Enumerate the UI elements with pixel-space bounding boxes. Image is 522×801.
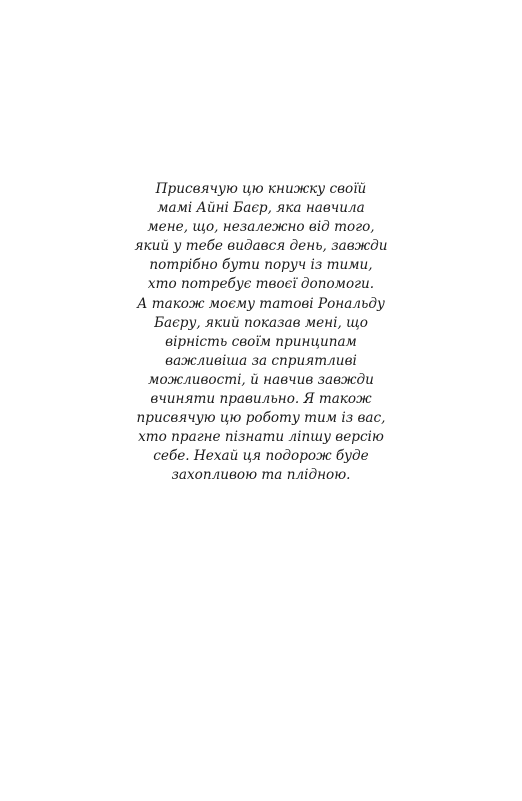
dedication-line: Баєру, який показав мені, що [154,314,368,331]
dedication-line: мамі Айні Баєр, яка навчила [157,200,365,217]
dedication-line: себе. Нехай ця подорож буде [153,448,369,465]
dedication-line: Присвячую цю книжку своїй [155,181,367,197]
dedication-line: вчиняти правильно. Я також [150,391,372,408]
dedication-line: можливості, й навчив завжди [148,371,374,388]
dedication-line: присвячую цю роботу тим із вас, [136,410,386,427]
dedication-line: який у тебе видався день, завжди [134,238,388,255]
dedication-line: потрібно бути поруч із тими, [149,257,373,274]
dedication-line: хто потребує твоєї допомоги. [147,276,375,293]
dedication-line: важливіша за сприятливі [165,352,357,369]
dedication-line: хто прагне пізнати ліпшу версію [138,429,384,446]
dedication-line: захопливою та плідною. [171,467,351,484]
dedication-line: мене, що, незалежно від того, [147,219,375,236]
dedication-line: А також моєму татові Рональду [137,295,385,312]
dedication-text [0,180,522,486]
dedication-line: вірність своїм принципам [165,333,357,350]
